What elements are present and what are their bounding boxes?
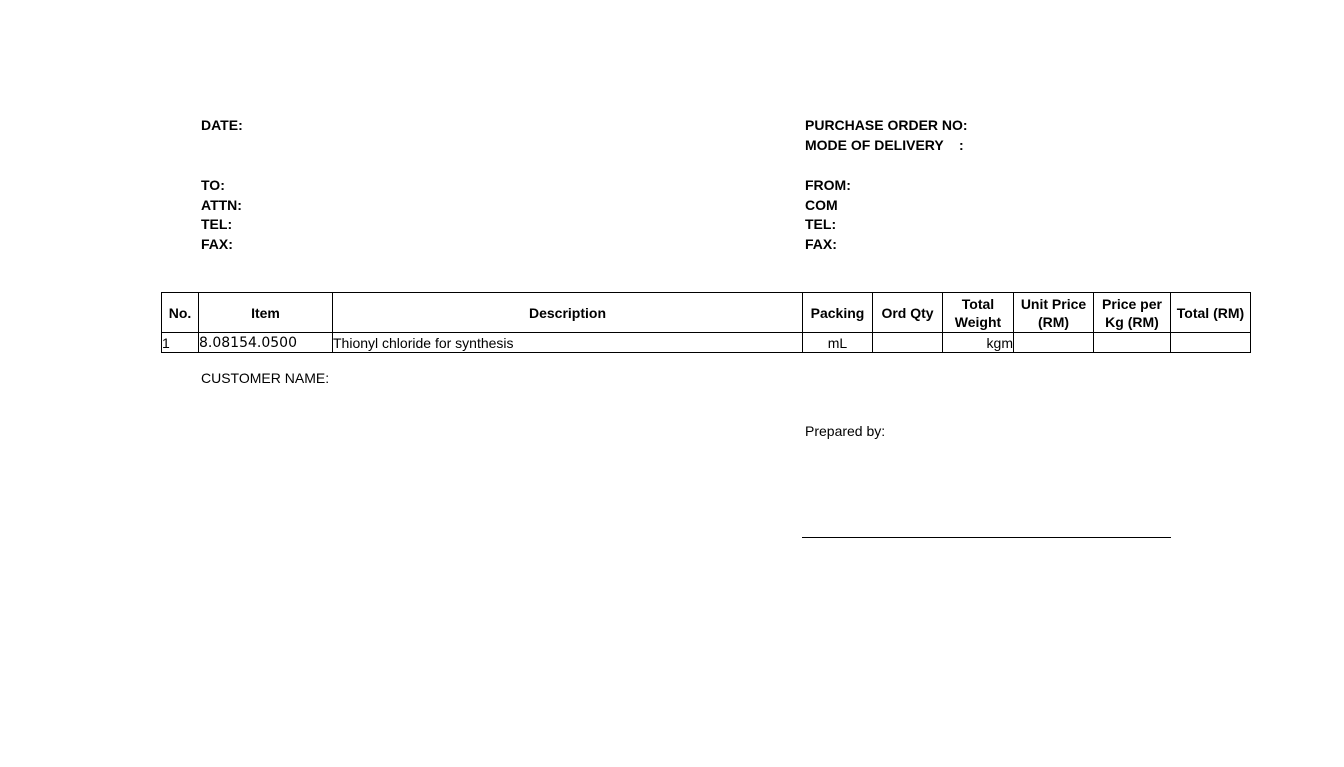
recipient-fax-label: FAX:: [201, 236, 233, 252]
cell-total: [1171, 333, 1251, 353]
column-header-item: Item: [199, 293, 333, 333]
order-items-table: [161, 292, 1251, 353]
column-header-total: Total (RM): [1171, 293, 1251, 333]
cell-item: 8.08154.0500: [199, 333, 333, 353]
column-header-description: Description: [333, 293, 803, 333]
table-row: [162, 333, 1251, 353]
signature-line: [802, 537, 1171, 538]
recipient-tel-label: TEL:: [201, 216, 233, 232]
column-header-total-weight: Total Weight: [943, 293, 1014, 333]
mode-of-delivery-label: MODE OF DELIVERY :: [805, 137, 964, 153]
column-header-no: No.: [162, 293, 199, 333]
column-header-unit-price: Unit Price (RM): [1014, 293, 1094, 333]
cell-ord-qty: [873, 333, 943, 353]
prepared-by-label: Prepared by:: [805, 423, 886, 439]
cell-no: 1: [162, 333, 199, 353]
table-header-row: [162, 293, 1251, 333]
cell-packing: mL: [803, 333, 873, 353]
column-header-packing: Packing: [803, 293, 873, 333]
cell-description: Thionyl chloride for synthesis: [333, 333, 803, 353]
com-label: COM: [805, 197, 838, 213]
cell-price-per-kg: [1094, 333, 1171, 353]
cell-total-weight: kgm: [943, 333, 1014, 353]
from-label: FROM:: [805, 177, 851, 193]
column-header-ord-qty: Ord Qty: [873, 293, 943, 333]
attn-label: ATTN:: [201, 197, 242, 213]
cell-unit-price: [1014, 333, 1094, 353]
column-header-price-per-kg: Price per Kg (RM): [1094, 293, 1171, 333]
sender-fax-label: FAX:: [805, 236, 837, 252]
date-label: DATE:: [201, 117, 243, 133]
to-label: TO:: [201, 177, 225, 193]
purchase-order-no-label: PURCHASE ORDER NO:: [805, 117, 968, 133]
customer-name-label: CUSTOMER NAME:: [201, 370, 330, 386]
sender-tel-label: TEL:: [805, 216, 837, 232]
